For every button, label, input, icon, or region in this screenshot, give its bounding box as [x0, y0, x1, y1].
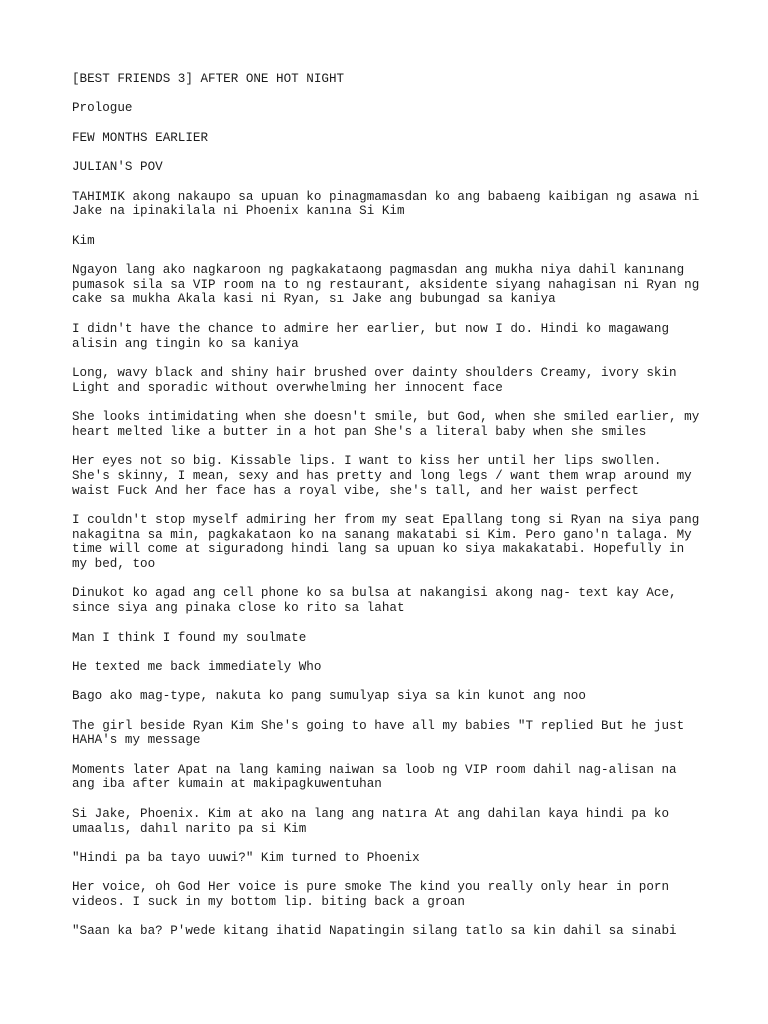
document-paragraph: "Hindi pa ba tayo uuwi?" Kim turned to Phoenix [72, 850, 420, 865]
document-paragraph: He texted me back immediately Who [72, 659, 322, 674]
document-paragraph: She looks intimidating when she doesn't smile, but God, when she smiled earlier, my heart melted like a butter in a hot pan She's a literal baby when she smiles [72, 410, 700, 439]
document-paragraph: Dinukot ko agad ang cell phone ko sa bulsa at nakangisi akong nag- text kay Ace, since siya ang pinaka close ko rito sa lahat [72, 586, 677, 616]
document-paragraph: "Saan ka ba? P'wede kitang ihatid Napatingin silang tatlo sa kin dahil sa sinabi [72, 924, 677, 939]
document-paragraph: I couldn't stop myself admiring her from my seat Epallang tong si Ryan na siya pang nakagitna sa min, pagkakataon ko na sanang makatabi si Kim. Pero gano'n talaga. My time will come at siguradong hindi lang sa upuan ko siya makakatabi. Hopefully in my bed, too [72, 512, 700, 572]
document-paragraph: Her voice, oh God Her voice is pure smoke The kind you really only hear in porn videos. I suck in my bottom lip. biting back a groan [72, 880, 670, 910]
document-paragraph: The girl beside Ryan Kim She's going to have all my babies "T replied But he just HAHA's my message [72, 718, 685, 748]
document-paragraph: Man I think I found my soulmate [72, 630, 307, 645]
document-paragraph: Bago ako mag-type, nakuta ko pang sumulyap siya sa kin kunot ang noo [72, 689, 586, 704]
document-paragraph: Her eyes not so big. Kissable lips. I want to kiss her until her lips swollen. She's skinny, I mean, sexy and has pretty and long legs / want them wrap around my waist Fuck And her face has a royal vibe, she's tall, and her waist perfect [72, 454, 692, 498]
document-paragraph: FEW MONTHS EARLIER [72, 130, 209, 145]
document-title: [BEST FRIENDS 3] AFTER ONE HOT NIGHT [72, 72, 345, 86]
document-paragraph: Si Jake, Phoenix. Kim at ako na lang ang natıra At ang dahilan kaya hindi pa ko umaalıs, dahıl narito pa si Kim [72, 806, 670, 836]
document-body [72, 101, 712, 939]
document-paragraph: Moments later Apat na lang kaming naiwan sa loob ng VIP room dahil nag-alisan na ang iba after kumain at makipagkuwentuhan [72, 762, 677, 792]
document-paragraph: Long, wavy black and shiny hair brushed over dainty shoulders Creamy, ivory skin Light and sporadic without overwhelming her innocent face [72, 365, 677, 395]
document-page [72, 72, 712, 954]
document-paragraph: Prologue [72, 101, 133, 116]
document-paragraph: TAHIMIK akong nakaupo sa upuan ko pinagmamasdan ko ang babaeng kaibigan ng asawa ni Jake na ipinakilala ni Phoenix kanına Si Kim [72, 189, 700, 219]
document-paragraph: Kim [72, 233, 95, 248]
document-paragraph: JULIAN'S POV [72, 160, 163, 175]
document-paragraph: I didn't have the chance to admire her earlier, but now I do. Hindi ko magawang alisin ang tingin ko sa kaniya [72, 321, 670, 351]
document-paragraph: Ngayon lang ako nagkaroon ng pagkakataong pagmasdan ang mukha niya dahil kanınang pumasok sila sa VIP room na to ng restaurant, aksidente siyang nahagisan ni Ryan ng cake sa mukha Akala kasi ni Ryan, sı Jake ang bubungad sa kaniya [72, 263, 700, 307]
